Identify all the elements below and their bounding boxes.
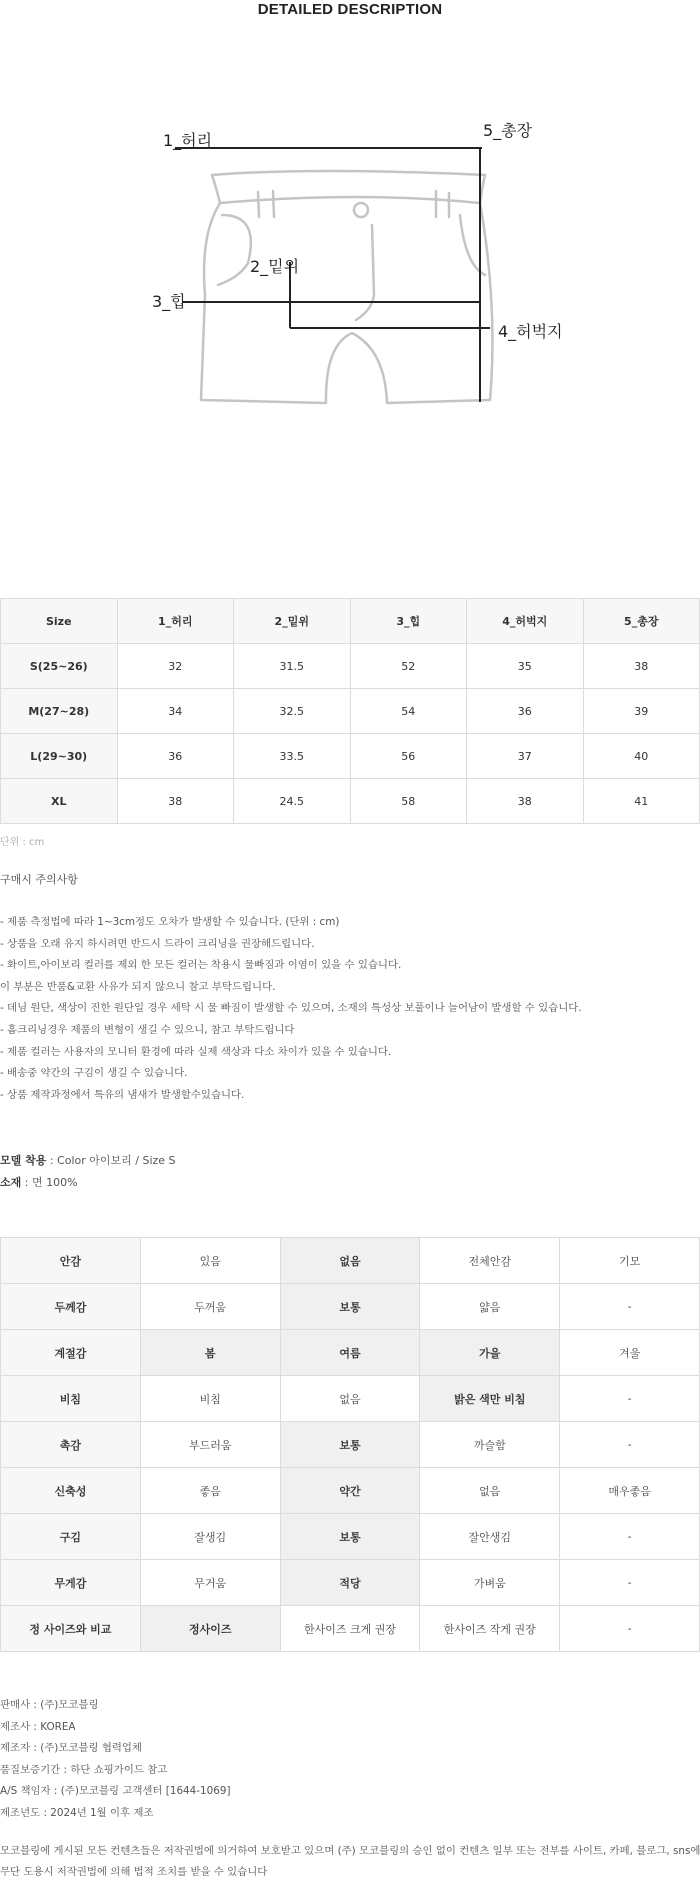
size-table-row — [1, 734, 700, 779]
attribute-option-cell: 잘안생김 — [420, 1514, 560, 1560]
model-info — [0, 1150, 176, 1194]
size-value-cell: 52 — [350, 644, 467, 689]
seller-info-line: 판매사 : (주)모코블링 — [0, 1699, 99, 1711]
size-table-row — [1, 689, 700, 734]
size-header-cell: 1_허리 — [117, 599, 234, 644]
attribute-row — [1, 1606, 700, 1652]
copyright-notice — [0, 1841, 700, 1883]
attribute-option-cell: 한사이즈 크게 권장 — [280, 1606, 420, 1652]
material-label: 소재 — [0, 1176, 22, 1189]
attribute-option-cell: 잘생김 — [140, 1514, 280, 1560]
label-hip: 3_힙 — [152, 292, 186, 311]
caution-note: - 배송중 약간의 구김이 생길 수 있습니다. — [0, 1067, 188, 1080]
size-value-cell: 38 — [117, 779, 234, 824]
caution-notes — [0, 912, 700, 1106]
caution-note: 이 부분은 반품&교환 사유가 되지 않으니 참고 부탁드립니다. — [0, 980, 276, 993]
model-wear-label: 모델 착용 — [0, 1154, 47, 1167]
attribute-option-cell: 한사이즈 작게 권장 — [420, 1606, 560, 1652]
attribute-label-cell: 구김 — [1, 1514, 141, 1560]
attribute-option-cell: 매우좋음 — [560, 1468, 700, 1514]
attribute-label-cell: 안감 — [1, 1238, 141, 1284]
material-value: : 면 100% — [21, 1176, 78, 1189]
attribute-row — [1, 1284, 700, 1330]
size-value-cell: 38 — [583, 644, 700, 689]
attribute-option-cell: - — [560, 1606, 700, 1652]
caution-note: - 홈크리닝경우 제품의 변형이 생길 수 있으니, 참고 부탁드립니다 — [0, 1023, 295, 1036]
attribute-label-cell: 두께감 — [1, 1284, 141, 1330]
section-title: DETAILED DESCRIPTION — [257, 1, 443, 18]
attribute-table — [0, 1237, 700, 1652]
attribute-row — [1, 1560, 700, 1606]
size-table — [0, 598, 700, 824]
label-length: 5_총장 — [483, 121, 533, 140]
seller-info — [0, 1695, 231, 1824]
copyright-line: 무단 도용시 저작권법에 의해 법적 조치를 받을 수 있습니다 — [0, 1866, 268, 1878]
attribute-option-cell: 가벼움 — [420, 1560, 560, 1606]
seller-info-line: 제조사 : KOREA — [0, 1720, 76, 1733]
caution-note: - 제품 컬러는 사용자의 모니터 환경에 따라 실제 색상과 다소 차이가 있을 수 있습니다. — [0, 1045, 392, 1058]
attribute-option-cell: - — [560, 1514, 700, 1560]
attribute-option-cell: 보통 — [280, 1422, 420, 1468]
material-line — [0, 1172, 176, 1194]
seller-info-line: 제조년도 : 2024년 1월 이후 제조 — [0, 1806, 154, 1819]
attribute-option-cell: 무거움 — [140, 1560, 280, 1606]
size-value-cell: 31.5 — [234, 644, 351, 689]
attribute-option-cell: 봄 — [140, 1330, 280, 1376]
attribute-row — [1, 1514, 700, 1560]
attribute-option-cell: 있음 — [140, 1238, 280, 1284]
attribute-option-cell: 여름 — [280, 1330, 420, 1376]
attribute-option-cell: 얇음 — [420, 1284, 560, 1330]
attribute-option-cell: - — [560, 1560, 700, 1606]
size-value-cell: 40 — [583, 734, 700, 779]
size-header-cell: 2_밑위 — [234, 599, 351, 644]
seller-info-line: A/S 책임자 : (주)모코블링 고객센터 [1644-1069] — [0, 1785, 231, 1797]
attribute-option-cell: 적당 — [280, 1560, 420, 1606]
copyright-line: 모코블링에 게시된 모든 컨텐츠들은 저작권법에 의거하여 보호받고 있으며 (주) 모코블링의 승인 없이 컨텐츠 일부 또는 전부를 사이트, 카페, 블로그, sns에 — [0, 1845, 700, 1857]
attribute-option-cell: - — [560, 1284, 700, 1330]
size-value-cell: 32 — [117, 644, 234, 689]
attribute-option-cell: 두꺼움 — [140, 1284, 280, 1330]
attribute-option-cell: - — [560, 1376, 700, 1422]
caution-note: - 데님 원단, 색상이 진한 원단일 경우 세탁 시 물 빠짐이 발생할 수 있으며, 소재의 특성상 보풀이나 늘어남이 발생할 수 있습니다. — [0, 1002, 582, 1015]
seller-info-line: 제조자 : (주)모코블링 협력업체 — [0, 1742, 142, 1754]
size-value-cell: 36 — [467, 689, 584, 734]
label-rise: 2_밑위 — [250, 257, 300, 276]
caution-note: - 상품을 오래 유지 하시려면 반드시 드라이 크리닝을 권장해드립니다. — [0, 937, 315, 950]
attribute-option-cell: 좋음 — [140, 1468, 280, 1514]
caution-note: - 제품 측정법에 따라 1~3cm정도 오차가 발생할 수 있습니다. (단위 : cm) — [0, 916, 340, 928]
caution-note: - 화이트,아이보리 컬러를 제외 한 모든 컬러는 착용시 물빠짐과 이염이 있을 수 있습니다. — [0, 959, 402, 972]
size-header-cell: 5_총장 — [583, 599, 700, 644]
attribute-option-cell: 부드러움 — [140, 1422, 280, 1468]
attribute-option-cell: 없음 — [420, 1468, 560, 1514]
attribute-option-cell: 까슬함 — [420, 1422, 560, 1468]
attribute-label-cell: 비침 — [1, 1376, 141, 1422]
attribute-label-cell: 정 사이즈와 비교 — [1, 1606, 141, 1652]
size-label-cell: XL — [1, 779, 118, 824]
size-value-cell: 35 — [467, 644, 584, 689]
shorts-illustration — [152, 121, 563, 415]
attribute-label-cell: 신축성 — [1, 1468, 141, 1514]
size-table-header — [1, 599, 700, 644]
size-value-cell: 54 — [350, 689, 467, 734]
attribute-row — [1, 1238, 700, 1284]
size-value-cell: 58 — [350, 779, 467, 824]
size-value-cell: 33.5 — [234, 734, 351, 779]
size-value-cell: 36 — [117, 734, 234, 779]
size-table-row — [1, 644, 700, 689]
measure-lines — [175, 148, 490, 402]
caution-title: 구매시 주의사항 — [0, 873, 78, 886]
attribute-label-cell: 촉감 — [1, 1422, 141, 1468]
size-header-cell: 4_허벅지 — [467, 599, 584, 644]
size-value-cell: 38 — [467, 779, 584, 824]
attribute-option-cell: 정사이즈 — [140, 1606, 280, 1652]
size-table-row — [1, 779, 700, 824]
caution-note: - 상품 제작과정에서 특유의 냄새가 발생할수있습니다. — [0, 1088, 245, 1101]
attribute-option-cell: - — [560, 1422, 700, 1468]
size-value-cell: 37 — [467, 734, 584, 779]
label-waist: 1_허리 — [163, 131, 213, 150]
size-label-cell: S(25~26) — [1, 644, 118, 689]
label-thigh: 4_허벅지 — [498, 322, 563, 341]
attribute-label-cell: 무게감 — [1, 1560, 141, 1606]
attribute-row — [1, 1376, 700, 1422]
size-value-cell: 39 — [583, 689, 700, 734]
attribute-row — [1, 1330, 700, 1376]
attribute-option-cell: 밝은 색만 비침 — [420, 1376, 560, 1422]
size-value-cell: 41 — [583, 779, 700, 824]
attribute-row — [1, 1422, 700, 1468]
seller-info-line: 품질보증기간 : 하단 쇼핑가이드 참고 — [0, 1763, 168, 1776]
size-value-cell: 24.5 — [234, 779, 351, 824]
measurement-diagram — [152, 121, 563, 415]
attribute-label-cell: 계절감 — [1, 1330, 141, 1376]
attribute-option-cell: 가을 — [420, 1330, 560, 1376]
attribute-option-cell: 보통 — [280, 1284, 420, 1330]
attribute-option-cell: 비침 — [140, 1376, 280, 1422]
attribute-option-cell: 약간 — [280, 1468, 420, 1514]
attribute-option-cell: 겨울 — [560, 1330, 700, 1376]
unit-note: 단위 : cm — [0, 837, 45, 848]
size-value-cell: 56 — [350, 734, 467, 779]
size-header-cell: Size — [1, 599, 118, 644]
attribute-option-cell: 전체안감 — [420, 1238, 560, 1284]
attribute-option-cell: 없음 — [280, 1376, 420, 1422]
model-wear-value: : Color 아이보리 / Size S — [46, 1154, 176, 1167]
model-wear-line — [0, 1150, 176, 1172]
size-value-cell: 32.5 — [234, 689, 351, 734]
size-label-cell: L(29~30) — [1, 734, 118, 779]
attribute-option-cell: 기모 — [560, 1238, 700, 1284]
size-value-cell: 34 — [117, 689, 234, 734]
attribute-option-cell: 보통 — [280, 1514, 420, 1560]
attribute-row — [1, 1468, 700, 1514]
shorts-outline — [201, 171, 492, 403]
attribute-option-cell: 없음 — [280, 1238, 420, 1284]
size-label-cell: M(27~28) — [1, 689, 118, 734]
size-header-cell: 3_힙 — [350, 599, 467, 644]
